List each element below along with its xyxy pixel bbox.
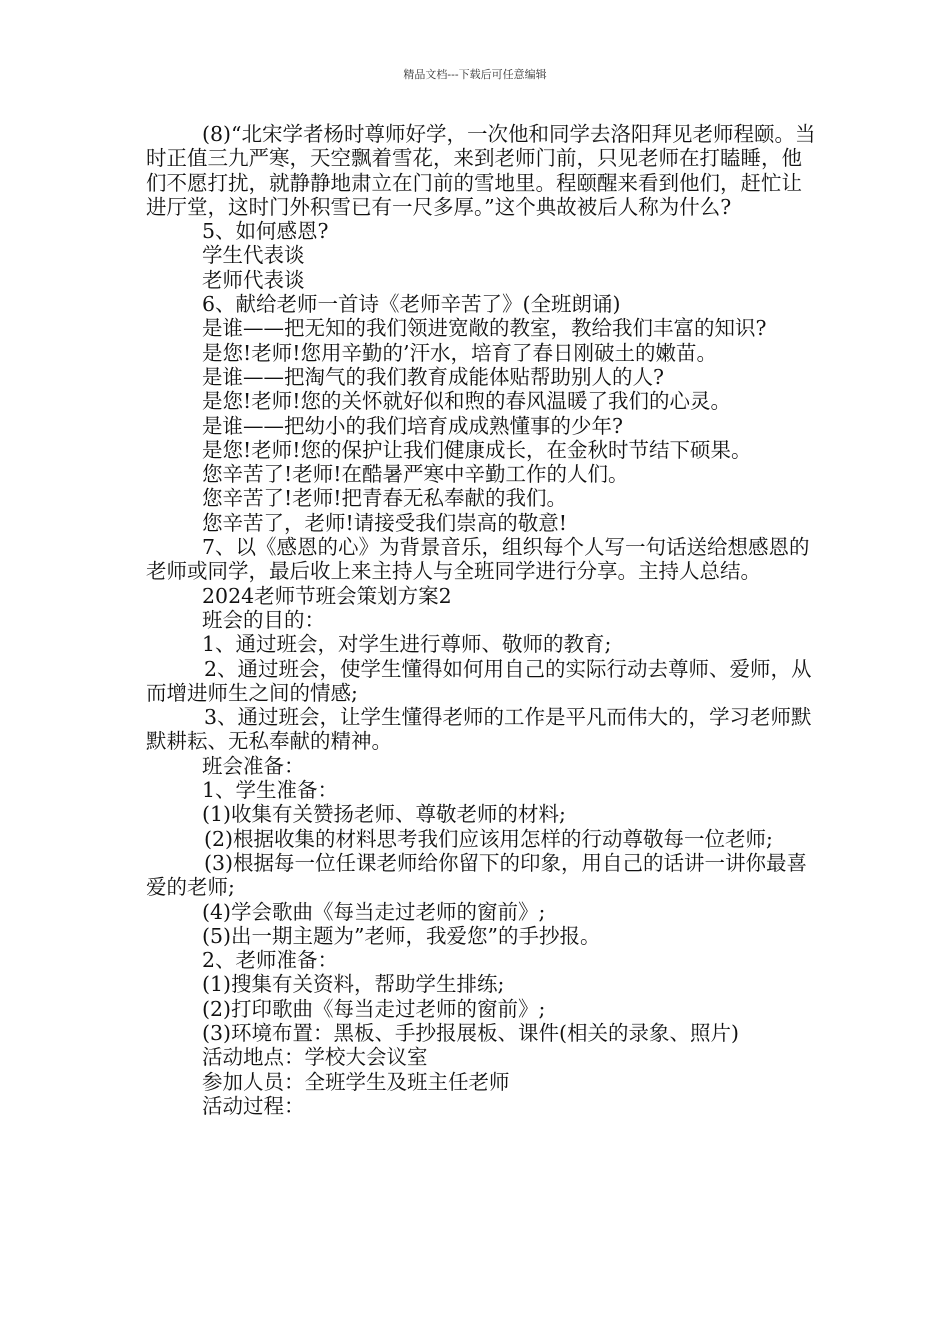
paragraph: 您辛苦了!老师!把青春无私奉献的我们。 xyxy=(202,486,567,511)
paragraph: (5)出一期主题为”老师，我爱您”的手抄报。 xyxy=(202,923,601,948)
paragraph: (4)学会歌曲《每当走过老师的窗前》; xyxy=(202,899,546,924)
paragraph: 2、老师准备： xyxy=(202,948,339,973)
paragraph: 您辛苦了，老师!请接受我们崇高的敬意! xyxy=(202,510,567,535)
paragraph: 班会的目的： xyxy=(202,607,325,632)
paragraph: (2)打印歌曲《每当走过老师的窗前》; xyxy=(202,996,546,1021)
page-header: 精品文档---下载后可任意编辑 xyxy=(403,68,547,81)
paragraph: 学生代表谈 xyxy=(202,243,305,268)
paragraph: (3)根据每一位任课老师给你留下的印象，用自己的话讲一讲你最喜爱的老师; xyxy=(146,850,808,900)
document-body xyxy=(146,122,818,1118)
paragraph: (1)搜集有关资料，帮助学生排练; xyxy=(202,972,505,997)
paragraph: (1)收集有关赞扬老师、尊敬老师的材料; xyxy=(202,802,566,827)
paragraph: (2)根据收集的材料思考我们应该用怎样的行动尊敬每一位老师; xyxy=(204,826,773,851)
paragraph: 是谁——把幼小的我们培育成成熟懂事的少年? xyxy=(202,413,623,438)
paragraph: (8)“北宋学者杨时尊师好学，一次他和同学去洛阳拜见老师程颐。当时正值三九严寒，天空飘着雪花，来到老师门前，只见老师在打瞌睡，他们不愿打扰，就静静地肃立在门前的雪地里。程颐醒来看到他们，赶忙让进厅堂，这时门外积雪已有一尺多厚。”这个典故被后人称为什么? xyxy=(146,122,816,219)
paragraph: 3、通过班会，让学生懂得老师的工作是平凡而伟大的，学习老师默默耕耘、无私奉献的精神。 xyxy=(146,705,812,754)
paragraph: 5、如何感恩? xyxy=(202,219,329,244)
paragraph: 1、通过班会，对学生进行尊师、敬师的教育; xyxy=(202,632,612,657)
paragraph: 您辛苦了!老师!在酷暑严寒中辛勤工作的人们。 xyxy=(202,462,629,487)
paragraph: 活动过程： xyxy=(202,1093,305,1118)
paragraph: 是谁——把无知的我们领进宽敞的教室，教给我们丰富的知识? xyxy=(202,316,767,341)
paragraph: 是谁——把淘气的我们教育成能体贴帮助别人的人? xyxy=(202,364,664,389)
paragraph: 活动地点：学校大会议室 xyxy=(202,1045,428,1070)
paragraph: 6、献给老师一首诗《老师辛苦了》(全班朗诵) xyxy=(202,292,621,317)
paragraph: 参加人员：全班学生及班主任老师 xyxy=(202,1069,510,1094)
paragraph: 2024老师节班会策划方案2 xyxy=(202,583,452,608)
paragraph: 是您!老师!您的保护让我们健康成长，在金秋时节结下硕果。 xyxy=(202,437,752,462)
paragraph: 7、以《感恩的心》为背景音乐，组织每个人写一句话送给想感恩的老师或同学，最后收上来主持人与全班同学进行分享。主持人总结。 xyxy=(146,535,810,584)
paragraph: 2、通过班会，使学生懂得如何用自己的实际行动去尊师、爱师，从而增进师生之间的情感; xyxy=(146,656,812,705)
paragraph: 是您!老师!您的关怀就好似和煦的春风温暖了我们的心灵。 xyxy=(202,389,731,414)
paragraph: 老师代表谈 xyxy=(202,267,305,292)
paragraph: (3)环境布置：黑板、手抄报展板、课件(相关的录象、照片) xyxy=(202,1020,740,1045)
paragraph: 1、学生准备： xyxy=(202,778,339,803)
paragraph: 是您!老师!您用辛勤的’汗水，培育了春日刚破土的嫩苗。 xyxy=(202,340,717,365)
paragraph: 班会准备： xyxy=(202,753,305,778)
